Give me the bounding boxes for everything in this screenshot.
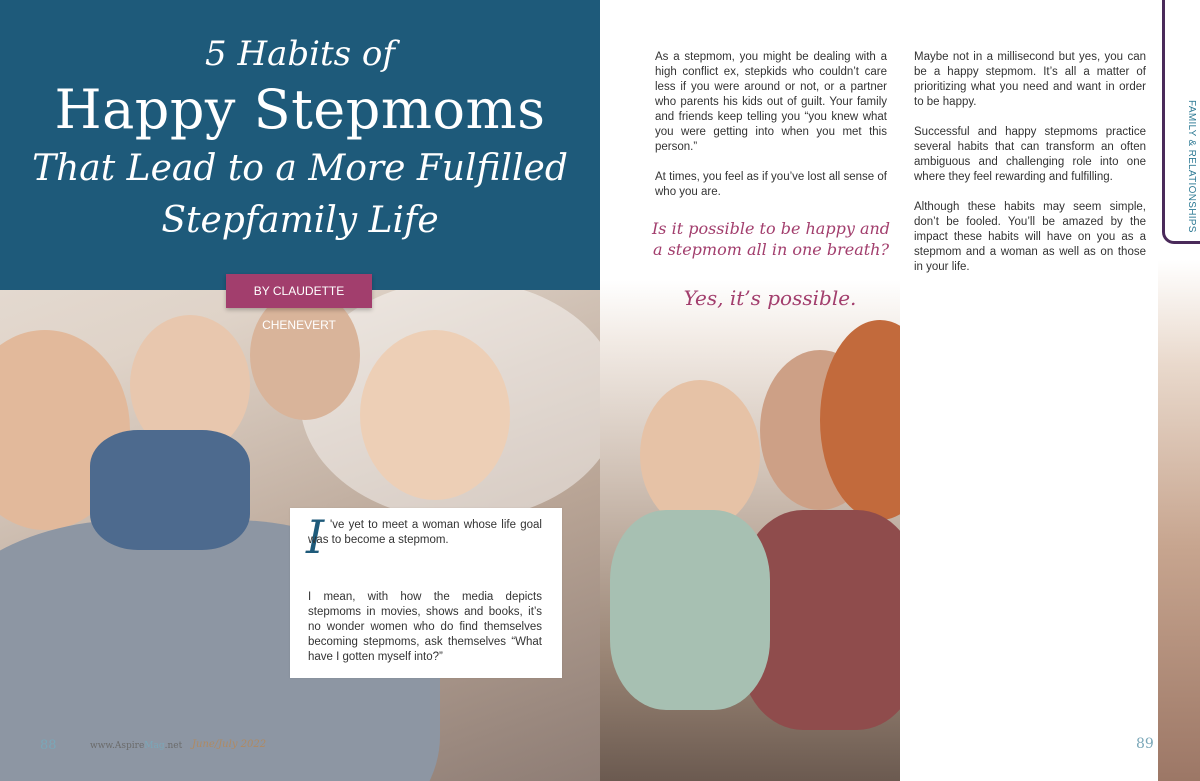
- paragraph: Although these habits may seem simple, don’t be fooled. You’ll be amazed by the impact these habits will have on you as a stepmom and a woman as well as on those in your life.: [914, 201, 1146, 273]
- site-suffix: .net: [164, 741, 183, 751]
- paragraph: As a stepmom, you might be dealing with a high conflict ex, stepkids who couldn’t care less if you were around or not, or a partner who parents his kids out of guilt. Your family and friends keep telling you “you knew what you were getting into when you met this person.”: [655, 51, 887, 153]
- title-line-2: Happy Stepmoms: [54, 78, 546, 141]
- page-number-left: 88: [40, 738, 57, 753]
- family-selfie-photo: [600, 280, 900, 781]
- page-number-right: 89: [1136, 736, 1154, 752]
- section-tab-label: FAMILY & RELATIONSHIPS: [1186, 100, 1197, 233]
- right-page: [600, 0, 1200, 781]
- paragraph: At times, you feel as if you’ve lost all sense of who you are.: [655, 171, 887, 198]
- column-2: [914, 50, 1146, 290]
- pull-quote-answer: Yes, it’s possible.: [683, 286, 857, 310]
- title-line-4: Stepfamily Life: [161, 200, 439, 241]
- intro-paragraph-1: 've yet to meet a woman whose life goal was to become a stepmom.: [308, 519, 542, 546]
- site-prefix: www.Aspire: [90, 741, 145, 751]
- intro-paragraph-2: I mean, with how the media depicts stepmoms in movies, shows and books, it’s no wonder women who do find themselves becoming stepmoms, ask themselves “What have I gotten myself into?”: [308, 591, 542, 663]
- title-line-1: 5 Habits of: [205, 34, 395, 74]
- photo-face-boy: [640, 380, 760, 530]
- title-block: [0, 0, 600, 290]
- site-accent: Mag: [144, 741, 165, 751]
- photo-shirt-blue: [90, 430, 250, 550]
- website-url: [90, 741, 182, 751]
- pull-quote: Is it possible to be happy and a stepmom all in one breath?: [651, 219, 891, 259]
- intro-box: [290, 508, 562, 678]
- paragraph: Successful and happy stepmoms practice several habits that can transform an often ambiguous and challenging role into one where they feel rewarding and fulfilling.: [914, 126, 1146, 183]
- author-byline: BY CLAUDETTE CHENEVERT: [226, 274, 372, 308]
- column-1: [655, 50, 887, 215]
- photo-strip: [1158, 260, 1200, 781]
- paragraph: Maybe not in a millisecond but yes, you can be a happy stepmom. It’s all a matter of prioritizing what you need and want in order to be happy.: [914, 51, 1146, 108]
- photo-shirt-boy: [610, 510, 770, 710]
- title-line-3: That Lead to a More Fulfilled: [32, 148, 568, 189]
- photo-face-girl: [360, 330, 510, 500]
- section-tab: [1162, 0, 1200, 244]
- issue-date: June/July 2022: [192, 739, 267, 750]
- drop-cap: I: [306, 510, 325, 564]
